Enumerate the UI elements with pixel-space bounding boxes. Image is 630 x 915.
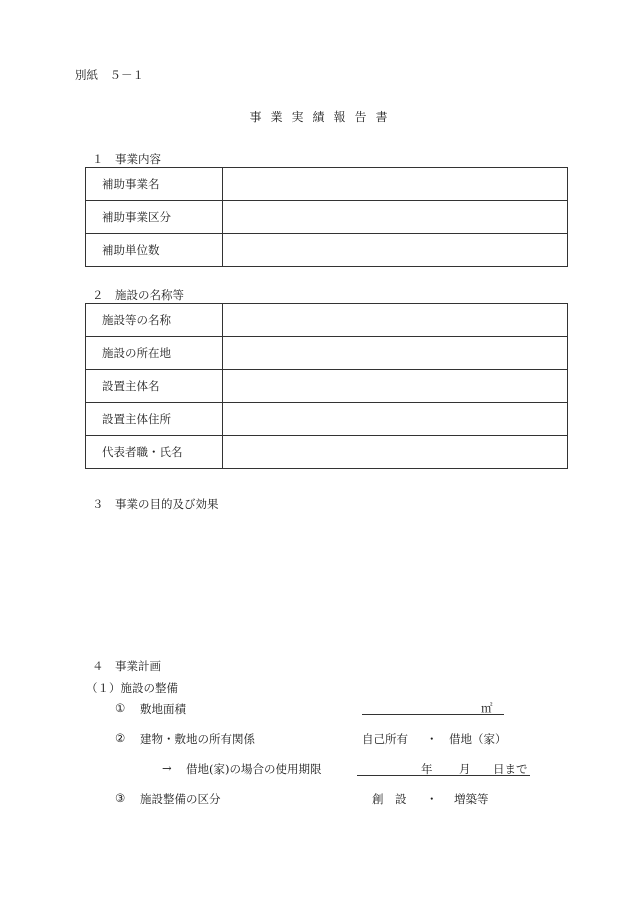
section-heading-purpose-effect: ３ 事業の目的及び効果 [92, 497, 219, 511]
option-separator: ・ [426, 792, 438, 806]
row-label: 設置主体名 [86, 370, 223, 403]
table-row [86, 234, 568, 267]
facility-name-field[interactable] [223, 304, 568, 337]
row-label: 代表者職・氏名 [86, 436, 223, 469]
section-heading-business-content: １ 事業内容 [92, 152, 161, 166]
site-area-label: 敷地面積 [140, 702, 186, 716]
document-reference: 別紙 ５－１ [75, 68, 144, 82]
table-row [86, 403, 568, 436]
month-unit: 月 [459, 762, 471, 776]
representative-name-field[interactable] [223, 436, 568, 469]
arrow-icon: → [162, 761, 172, 775]
section-heading-facility-name: ２ 施設の名称等 [92, 288, 184, 302]
sub-heading-facility-maintenance: （１）施設の整備 [86, 681, 178, 695]
ownership-label: 建物・敷地の所有関係 [140, 732, 255, 746]
row-label: 補助事業名 [86, 168, 223, 201]
business-content-table [85, 167, 568, 267]
row-label: 施設の所在地 [86, 337, 223, 370]
table-row [86, 337, 568, 370]
section-heading-business-plan: ４ 事業計画 [92, 659, 161, 673]
day-until-unit: 日まで [493, 762, 528, 776]
table-row [86, 201, 568, 234]
year-unit: 年 [421, 762, 433, 776]
table-row [86, 168, 568, 201]
table-row [86, 436, 568, 469]
table-row [86, 304, 568, 337]
row-label: 施設等の名称 [86, 304, 223, 337]
row-label: 補助単位数 [86, 234, 223, 267]
facility-location-field[interactable] [223, 337, 568, 370]
table-row [86, 370, 568, 403]
facility-category-label: 施設整備の区分 [140, 792, 221, 806]
row-label: 補助事業区分 [86, 201, 223, 234]
item-number: ② [115, 731, 126, 745]
facility-info-table [85, 303, 568, 469]
option-separator: ・ [426, 732, 438, 746]
square-meter-unit: ㎡ [481, 701, 493, 715]
establishing-body-name-field[interactable] [223, 370, 568, 403]
item-number: ① [115, 701, 126, 715]
option-leased[interactable]: 借地（家） [449, 732, 507, 746]
item-number: ③ [115, 791, 126, 805]
option-extension[interactable]: 増築等 [454, 792, 489, 806]
row-label: 設置主体住所 [86, 403, 223, 436]
option-self-owned[interactable]: 自己所有 [362, 732, 408, 746]
subsidy-project-category-field[interactable] [223, 201, 568, 234]
subsidy-unit-count-field[interactable] [223, 234, 568, 267]
subsidy-project-name-field[interactable] [223, 168, 568, 201]
purpose-effect-area[interactable] [92, 516, 568, 646]
establishing-body-address-field[interactable] [223, 403, 568, 436]
lease-period-label: 借地(家)の場合の使用期限 [186, 762, 322, 776]
document-title: 事業実績報告書 [249, 110, 397, 124]
option-new-construction[interactable]: 創 設 [372, 792, 407, 806]
